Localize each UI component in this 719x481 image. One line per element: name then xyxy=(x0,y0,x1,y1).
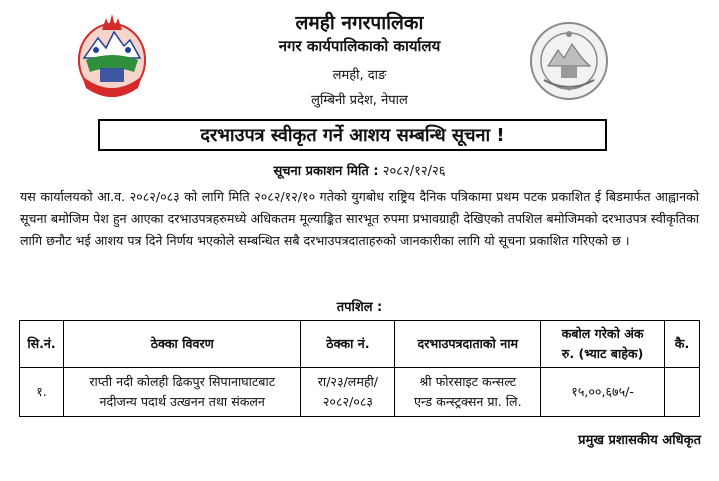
header-amount-line2: रु. (भ्याट बाहेक) xyxy=(561,346,644,361)
office-name: नगर कार्यपालिकाको कार्यालय xyxy=(278,37,441,55)
notice-title-banner xyxy=(98,119,607,151)
cell-description-line1: राप्ती नदी कोलही ढिकपुर सिपानाघाटबाट xyxy=(89,374,276,389)
cell-bidder-line1: श्री फोरसाइट कन्सल्ट xyxy=(419,374,517,389)
municipality-name: लमही नगरपालिका xyxy=(295,12,424,34)
table-header-row xyxy=(20,321,700,368)
header-remarks: कै. xyxy=(665,321,700,368)
header-amount xyxy=(541,321,665,368)
cell-contract-no xyxy=(301,368,395,417)
contract-table xyxy=(19,320,700,417)
header-contract-no: ठेक्का नं. xyxy=(301,321,395,368)
header-serial: सि.नं. xyxy=(20,321,64,368)
cell-contract-no-line2: २०८२/०८३ xyxy=(322,394,373,409)
notice-title: दरभाउपत्र स्वीकृत गर्ने आशय सम्बन्धि सूचना ! xyxy=(200,125,505,146)
cell-contract-no-line1: रा/२३/लमही/ xyxy=(317,374,379,389)
publish-date-label: सूचना प्रकाशन मिति : xyxy=(273,164,379,179)
table-row xyxy=(20,368,700,417)
notice-body-text: यस कार्यालयको आ.व. २०८२/०८३ को लागि मिति २०८२/१२/१० गतेको युगबोध राष्ट्रिय दैनिक पत्रिकामा प्रथम पटक प्रकाशित ई बिडमार्फत आह्वानको सूचना बमोजिम पेश हुन आएका दरभाउपत्रहरुमध्ये अधिकतम मूल्याङ्कित सारभूत रुपमा प्रभावग्राही देखिएको तपशिल बमोजिमको दरभाउपत्र स्वीकृतिका लागि छनौट भई आशय पत्र दिने निर्णय भएकोले सम्बन्धित सबै दरभाउपत्रदाताहरुको जानकारीका लागि यो सूचना प्रकाशित गरिएको छ । xyxy=(20,189,699,248)
header-bidder: दरभाउपत्रदाताको नाम xyxy=(395,321,541,368)
header-amount-line1: कबोल गरेको अंक xyxy=(561,326,644,341)
publish-date xyxy=(0,161,719,179)
details-label: तपशिल : xyxy=(336,300,383,315)
cell-description xyxy=(63,368,301,417)
signer-title: प्रमुख प्रशासकीय अधिकृत xyxy=(578,433,701,448)
cell-amount: १५,००,६७५/- xyxy=(541,368,665,417)
cell-description-line2: नदीजन्य पदार्थ उत्खनन तथा संकलन xyxy=(99,394,265,409)
header-description: ठेक्का विवरण xyxy=(63,321,301,368)
province-name: लुम्बिनी प्रदेश, नेपाल xyxy=(311,93,408,108)
office-location: लमही, दाङ xyxy=(332,68,387,83)
publish-date-value: २०८२/१२/२६ xyxy=(382,164,446,179)
cell-bidder xyxy=(395,368,541,417)
cell-serial: १. xyxy=(20,368,64,417)
cell-remarks xyxy=(665,368,700,417)
cell-bidder-line2: एन्ड कन्स्ट्रक्सन प्रा. लि. xyxy=(413,394,522,409)
